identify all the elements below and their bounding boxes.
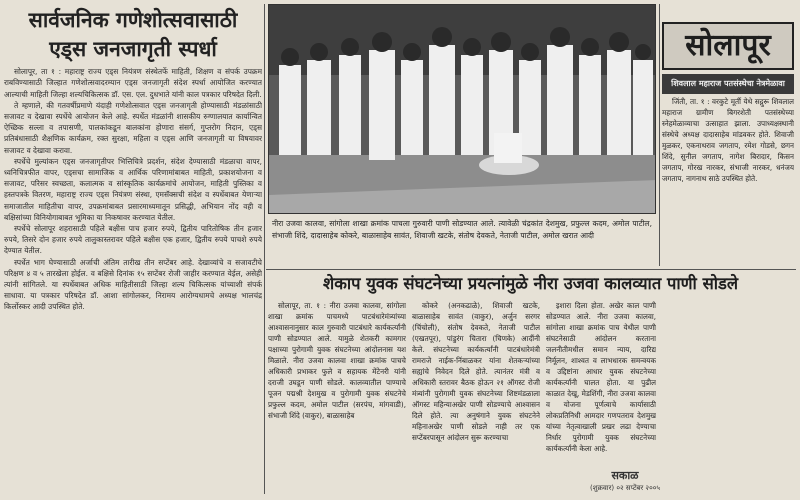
left-headline-line2: एड्स जनजागृती स्पर्धा bbox=[49, 36, 217, 62]
left-article bbox=[4, 4, 262, 496]
column-divider bbox=[264, 4, 265, 494]
solapur-subheadline: शिवलाल महाराज पतसंस्थेचा नेत्रमेळावा bbox=[662, 74, 794, 94]
masthead-title: सकाळ bbox=[611, 469, 639, 482]
left-headline-line1: सार्वजनिक गणेशोत्सवासाठी bbox=[28, 7, 238, 32]
crowd-photo-illustration bbox=[269, 5, 656, 214]
center-paragraph: सोलापूर, ता. १ : नीरा उजवा कालवा, सांगोला शाखा क्रमांक पाचमध्ये पाटबंधारेमंत्र्यांच्या आश्वासनानुसार काल गुरुवारी पाटबंधारे कार्यकर्त्यांनी पाणी सोडण्यात आले. यामुळे शेतकरी कामगार पक्षाच्या पुरोगामी युवक संघटनेच्या आंदोलनास यश मिळाले. नीरा उजवा कालवा शाखा क्रमांक पाचचे अधिकारी प्रभाकर फुले व सहायक मेंटेनरी यांनी दराजी उघडून पाणी सोडले. कालव्यातील पाण्याचे पूजन पद्मश्री देशमुख व पुरोगामी युवक संघटनेचे प्रफुल्ल कदम, अमोल पाटील (सरपंच, मांगवाडी), संभाजी शिंदे (वाकुर), बाळासाहेब bbox=[268, 301, 406, 420]
center-article-col2 bbox=[412, 300, 540, 475]
solapur-article-body bbox=[662, 96, 794, 264]
left-paragraph: स्पर्धेचे मुल्यांकन एड्स जनजागृतीपर भित्तिचित्रे प्रदर्शन, संदेश देण्यासाठी मंडळाचा वापर, ध्वनिचित्रफीत वापर, एड्सचा सामाजिक व आर्थिक परिणामांबाबत माहिती, प्रकाशयोजना व सजावट, परिसर स्वच्छता, कलात्मक व सांस्कृतिक कार्यक्रमांचे आयोजन, माहिती पुस्तिका व हस्तपत्रके वितरण, महाराष्ट्र राज्य एड्स नियंत्रण संस्था, एमसॅक्सची संदेश व स्पर्धेबाबत येणाऱ्या समाजातील माहितीचा वापर, उपक्रमांबाबत प्रसारमाध्यमातून प्रसिद्धी, अभियान नोंद वही व बक्षिसांच्या विनियोगाबाबत भूमिका या निकषावर करण्यात येतील. bbox=[4, 156, 262, 222]
solapur-paragraph: जिंती, ता. १ : वरकुटे मूर्ती येथे सद्गुरू शिवलाल महाराज ग्रामीण बिगरशेती पतसंस्थेच्या स्नेहमेळाव्याचा उत्साहात झाला. उपाध्यक्षस्थानी संस्थेचे अध्यक्ष दादासाहेब मांडवकर होते. शिवाजी मुळकर, एकनाथराव जगताप, रमेश गोडसे, छगन शिंदे, सुनील जगताप, नागेश बिरादार, किसन जगताप, गोरख नारकर, संभाजी नारकर, धनंजय जगताप, नागनाथ साठे उपस्थित होते. bbox=[662, 97, 794, 183]
newspaper-masthead bbox=[530, 470, 720, 496]
news-photo bbox=[268, 4, 656, 214]
left-paragraph: ते म्हणाले, की गतवर्षीप्रमाणे यंदाही गणेशोत्सवात एड्स जनजागृती होण्यासाठी मंडळांसाठी सजावट व देखावा स्पर्धेचे आयोजन केले आहे. स्पर्धेत मंडळांनी शासकीय रुग्णालयात कार्यान्वित ऐच्छिक सल्ला व तपासणी, पालकांकडून बालकांना होणारा संसर्ग, गुप्तरोग निदान, एड्स प्रतिबंधासाठी शैक्षणिक कार्यक्रम, रक्त सुरक्षा, महिला व एड्स आणि जनजागृती या विषयावर सजावट व देखावा करावा. bbox=[4, 100, 262, 155]
center-headline: शेकाप युवक संघटनेच्या प्रयत्नांमुळे नीरा उजवा कालव्यात पाणी सोडले bbox=[322, 274, 739, 293]
right-lower-column bbox=[662, 300, 794, 455]
center-paragraph: कोकरे (अनकढाळे), शिवाजी खटके, बाळासाहेब सावंत (वाकुर), अर्जुन सरगर (चिंचोली), संतोष देवकते, नेताजी पाटील (एखतपूर), पांडुरंग चितारा (चिणके) आदींनी केले. संघटनेच्या कार्यकर्त्यांनी पाटबंधारेमंत्री रामराजे नाईक-निंबाळकर यांना शेतकऱ्यांच्या सह्यांचे निवेदन दिले होते. त्यानंतर मंत्री व अधिकारी स्तरावर बैठक होऊन २१ ऑगस्ट रोजी मंत्र्यांनी पुरोगामी युवक संघटनेच्या शिष्टमंडळाला ऑगस्ट महिन्याअखेर पाणी सोडण्याचे आश्वासन दिले होते. त्या अनुषंगाने युवक संघटनेने महिनाअखेर पाणी सोडले नाही तर एक सप्टेंबरपासून आंदोलन सुरू करण्याचा bbox=[412, 301, 540, 442]
left-article-body bbox=[4, 66, 262, 312]
center-article-col1 bbox=[268, 300, 406, 475]
photo-caption: नीरा उजवा कालवा, सांगोला शाखा क्रमांक पाचला गुरुवारी पाणी सोडण्यात आले. त्यावेळी चंद्रकांत देशमुख, प्रफुल्ल कदम, अमोल पाटील, संभाजी शिंदे, दादासाहेब कोकरे, बाळासाहेब सावंत, शिवाजी खटके, संतोष देवकते, नेताजी पाटील, अमोल खरात आदी bbox=[272, 219, 652, 240]
column-divider bbox=[659, 4, 660, 266]
center-article-col3 bbox=[546, 300, 656, 475]
masthead-date: (शुक्रवार) ०२ सप्टेंबर २००५ bbox=[590, 484, 660, 492]
left-paragraph: स्पर्धेचे सोलापूर शहरासाठी पहिले बक्षीस पाच हजार रुपये, द्वितीय पारितोषिक तीन हजार रुपये, तिसरे दोन हजार रुपये तालुकास्तरावर पहिले बक्षीस एक हजार, द्वितीय रुपये पाचशे रुपये देण्यात येतील. bbox=[4, 224, 262, 256]
left-paragraph: सोलापूर, ता १ : महाराष्ट्र राज्य एड्स नियंत्रण संस्थेतर्फे माहिती, शिक्षण व संपर्क उपक्रम राबविण्यासाठी जिल्हात गणेशोत्सवादरम्यान एड्स जनजागृती संदेश स्पर्धा आयोजित करण्यात आल्याची माहिती जिल्हा शल्यचिकित्सक डॉ. एस. एल. दुधभाते यांनी काल पत्रकार परिषदेत दिली. bbox=[4, 67, 262, 99]
left-paragraph: स्पर्धेत भाग घेण्यासाठी अर्जाची अंतिम तारीख तीन सप्टेंबर आहे. देखाव्यांचे व सजावटीचे परिक्षण ४ व ५ तारखेला होईल. व बक्षिसे दिनांक १५ सप्टेंबर रोजी जाहीर करण्यात येईल, असेही त्यांनी सांगितले. या स्पर्धेबाबत अधिक माहितीसाठी जिल्हा शल्य चिकित्सक यांच्याशी संपर्क साधावा. या पत्रकार परिषदेत डॉ. आशा सांगोलकर, निरामय आरोग्यधामचे अध्यक्ष भालचंद्र किर्लोस्कर आदी उपस्थित होते. bbox=[4, 257, 262, 312]
center-paragraph: इशारा दिला होता. अखेर काल पाणी सोडण्यात आले. नीरा उजवा कालवा, सांगोला शाखा क्रमांक पाच येथील पाणी संघटनेसाठी आंदोलन करताना जलनीतीमधील समान न्याय, दारिद्य निर्मूलन, शाश्वत व लाभधारक समन्वयक व उद्दिष्टांना आधार युवक संघटनेच्या कार्यकर्त्यांनी घालत होता. या पुढील काळात देखू, मेडशिंगी, नीरा उजवा कालवा व योजना पूर्णत्वाचे कार्यासाठी लोकप्रतिनिधी आमदार गणपतराव देशमुख यांच्या नेतृत्वाखाली प्रखर लढा देण्याचा निर्धार पुरोगामी युवक संघटनेच्या कार्यकर्त्यांनी केला आहे. bbox=[546, 301, 656, 453]
section-title-solapur: सोलापूर bbox=[662, 22, 794, 70]
